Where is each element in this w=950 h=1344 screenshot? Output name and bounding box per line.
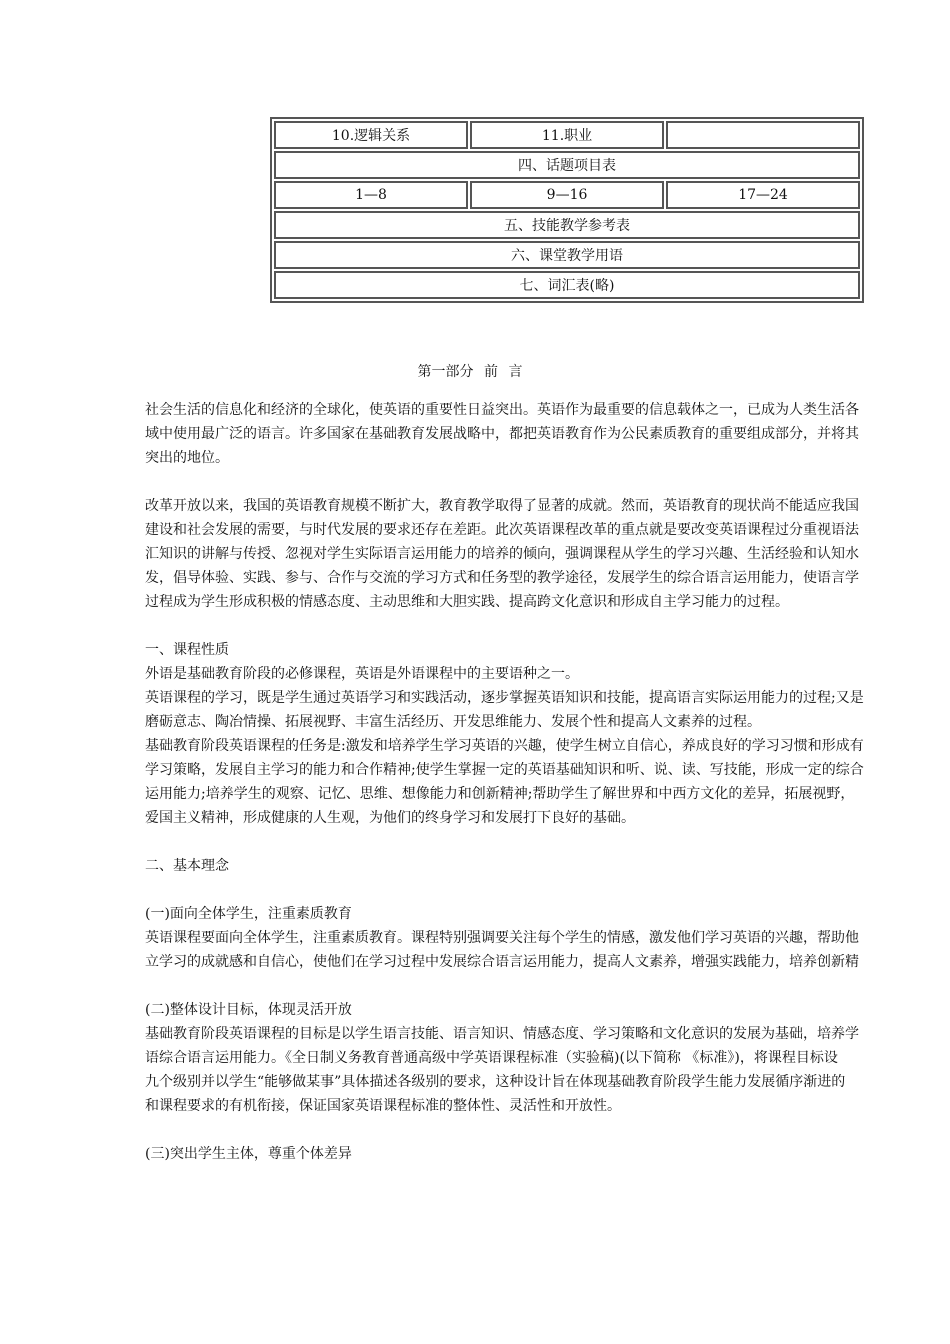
subsection-title: 一、课程性质 xyxy=(145,642,229,658)
subsection-overall-design xyxy=(145,998,950,1118)
text-line: 英语课程要面向全体学生，注重素质教育。课程特别强调要关注每个学生的情感，激发他们学习英语的兴趣，帮助他 xyxy=(145,930,859,946)
toc-cell: 11.职业 xyxy=(470,121,664,149)
document-body xyxy=(145,360,950,1166)
text-line: 基础教育阶段英语课程的任务是:激发和培养学生学习英语的兴趣，使学生树立自信心，养成良好的学习习惯和形成有 xyxy=(145,738,864,754)
subsection-student-subject xyxy=(145,1142,950,1166)
table-row xyxy=(274,181,860,209)
toc-cell: 17—24 xyxy=(666,181,860,209)
toc-cell: 10.逻辑关系 xyxy=(274,121,468,149)
text-line: 和课程要求的有机衔接，保证国家英语课程标准的整体性、灵活性和开放性。 xyxy=(145,1098,621,1114)
text-line: 发，倡导体验、实践、参与、合作与交流的学习方式和任务型的教学途径，发展学生的综合语言运用能力，使语言学 xyxy=(145,570,859,586)
toc-cell: 9—16 xyxy=(470,181,664,209)
toc-cell: 六、课堂教学用语 xyxy=(274,241,860,269)
toc-cell xyxy=(666,121,860,149)
table-row xyxy=(274,151,860,179)
subsection-all-students xyxy=(145,902,950,974)
text-line: 学习策略，发展自主学习的能力和合作精神;使学生掌握一定的英语基础知识和听、说、读、写技能，形成一定的综合 xyxy=(145,762,864,778)
text-line: 改革开放以来，我国的英语教育规模不断扩大，教育教学取得了显著的成就。然而，英语教育的现状尚不能适应我国 xyxy=(145,498,859,514)
table-row xyxy=(274,121,860,149)
table-row xyxy=(274,211,860,239)
toc-cell: 四、话题项目表 xyxy=(274,151,860,179)
section-course-nature xyxy=(145,638,950,830)
section-heading: 第一部分 前 言 xyxy=(417,364,523,380)
text-line: 九个级别并以学生“能够做某事”具体描述各级别的要求，这种设计旨在体现基础教育阶段学生能力发展循序渐进的 xyxy=(145,1074,846,1090)
section-basic-concepts xyxy=(145,854,950,878)
text-line: 过程成为学生形成积极的情感态度、主动思维和大胆实践、提高跨文化意识和形成自主学习能力的过程。 xyxy=(145,594,789,610)
toc-cell: 五、技能教学参考表 xyxy=(274,211,860,239)
subsection-title: (一)面向全体学生，注重素质教育 xyxy=(145,906,352,922)
text-line: 语综合语言运用能力。《全日制义务教育普通高级中学英语课程标准（实验稿)(以下简称 《标准》)，将课程目标设 xyxy=(145,1050,838,1066)
text-line: 英语课程的学习，既是学生通过英语学习和实践活动，逐步掌握英语知识和技能，提高语言实际运用能力的过程;又是 xyxy=(145,690,864,706)
table-of-contents xyxy=(270,117,864,303)
subsection-title: (二)整体设计目标，体现灵活开放 xyxy=(145,1002,352,1018)
text-line: 建设和社会发展的需要，与时代发展的要求还存在差距。此次英语课程改革的重点就是要改变英语课程过分重视语法 xyxy=(145,522,859,538)
paragraph-intro-2 xyxy=(145,494,950,614)
subsection-title: (三)突出学生主体，尊重个体差异 xyxy=(145,1146,352,1162)
text-line: 爱国主义精神，形成健康的人生观，为他们的终身学习和发展打下良好的基础。 xyxy=(145,810,635,826)
text-line: 磨砺意志、陶冶情操、拓展视野、丰富生活经历、开发思维能力、发展个性和提高人文素养的过程。 xyxy=(145,714,761,730)
text-line: 运用能力;培养学生的观察、记忆、思维、想像能力和创新精神;帮助学生了解世界和中西方文化的差异，拓展视野， xyxy=(145,786,855,802)
paragraph-intro-1 xyxy=(145,398,950,470)
text-line: 外语是基础教育阶段的必修课程，英语是外语课程中的主要语种之一。 xyxy=(145,666,579,682)
toc-cell: 1—8 xyxy=(274,181,468,209)
text-line: 社会生活的信息化和经济的全球化，使英语的重要性日益突出。英语作为最重要的信息载体之一，已成为人类生活各 xyxy=(145,402,859,418)
toc-cell: 七、词汇表(略) xyxy=(274,271,860,299)
table-row xyxy=(274,241,860,269)
text-line: 汇知识的讲解与传授、忽视对学生实际语言运用能力的培养的倾向，强调课程从学生的学习兴趣、生活经验和认知水 xyxy=(145,546,859,562)
table-row xyxy=(274,271,860,299)
text-line: 立学习的成就感和自信心，使他们在学习过程中发展综合语言运用能力，提高人文素养，增强实践能力，培养创新精 xyxy=(145,954,859,970)
text-line: 域中使用最广泛的语言。许多国家在基础教育发展战略中，都把英语教育作为公民素质教育的重要组成部分，并将其 xyxy=(145,426,859,442)
text-line: 基础教育阶段英语课程的目标是以学生语言技能、语言知识、情感态度、学习策略和文化意识的发展为基础，培养学 xyxy=(145,1026,859,1042)
text-line: 突出的地位。 xyxy=(145,450,229,466)
subsection-title: 二、基本理念 xyxy=(145,858,229,874)
